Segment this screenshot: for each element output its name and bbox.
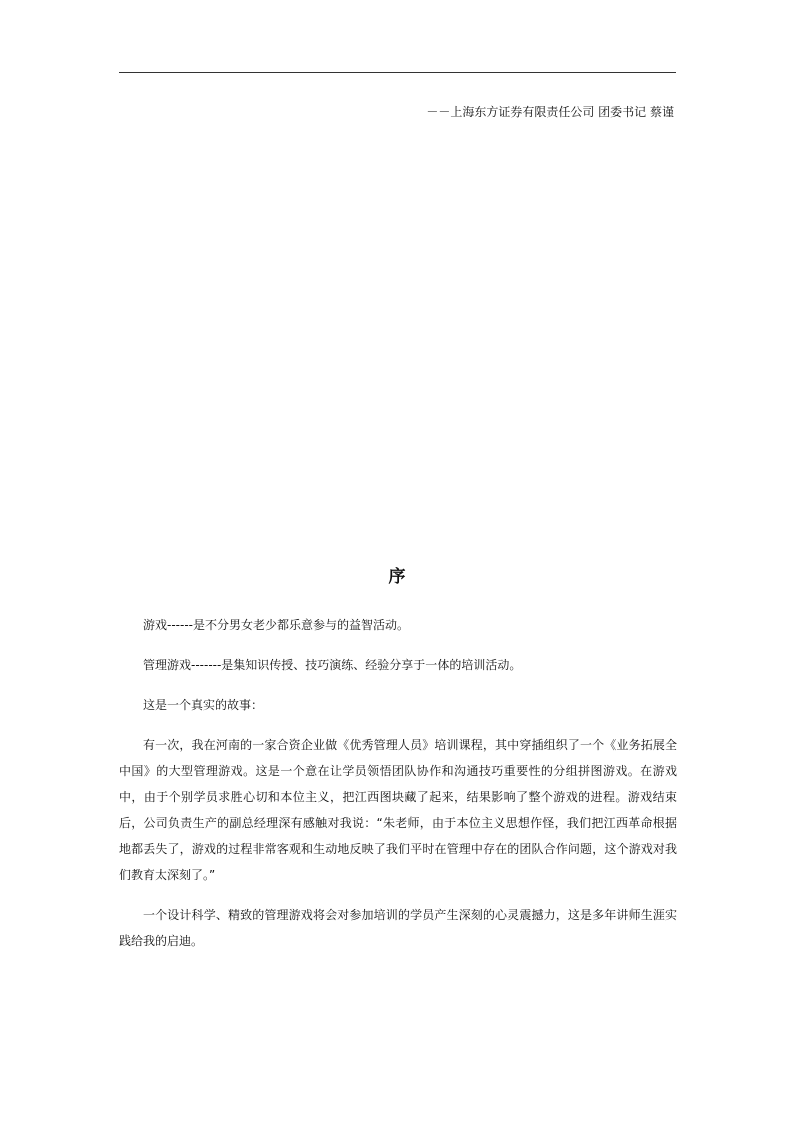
paragraph-management-games: 管理游戏-------是集知识传授、技巧演练、经验分享于一体的培训活动。: [143, 658, 522, 672]
section-title: 序: [388, 567, 406, 587]
paragraph-story: 有一次，我在河南的一家合资企业做《优秀管理人员》培训课程，其中穿插组织了一个《业务拓展全中国》的大型管理游戏。这是一个意在让学员领悟团队协作和沟通技巧重要性的分组拼图游戏。在游戏中，由于个别学员求胜心切和本位主义，把江西图块藏了起来，结果影响了整个游戏的进程。游戏结束后，公司负责生产的副总经理深有感触对我说：“朱老师，由于本位主义思想作怪，我们把江西革命根据地都丢失了，游戏的过程非常客观和生动地反映了我们平时在管理中存在的团队合作问题，这个游戏对我们教育太深刻了。”: [119, 738, 677, 882]
paragraph-story-intro: 这是一个真实的故事：: [143, 698, 264, 712]
body-text: [119, 612, 677, 968]
header-rule: [119, 72, 676, 73]
signature-line: －－上海东方证券有限责任公司 团委书记 蔡谨: [426, 105, 674, 119]
paragraph-games-definition: 游戏------是不分男女老少都乐意参与的益智活动。: [143, 618, 409, 632]
paragraph-conclusion: 一个设计科学、精致的管理游戏将会对参加培训的学员产生深刻的心灵震撼力，这是多年讲师生涯实践给我的启迪。: [119, 908, 677, 948]
